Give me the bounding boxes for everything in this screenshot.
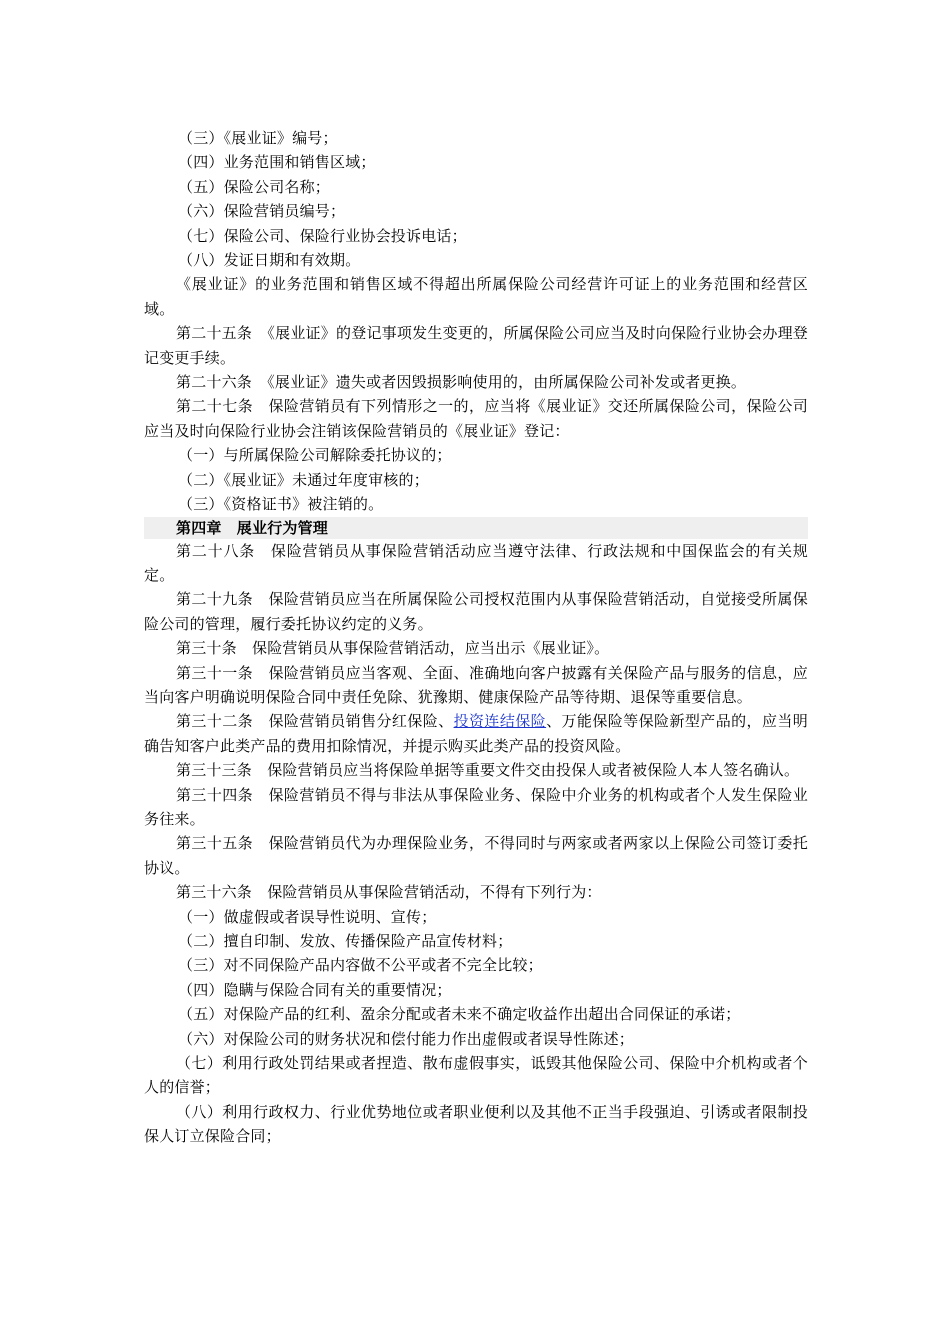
list-item: （四）业务范围和销售区域； (178, 153, 376, 172)
article-26: 第二十六条 《展业证》遗失或者因毁损影响使用的，由所属保险公司补发或者更换。 (176, 373, 747, 392)
list-item: （三）《资格证书》被注销的。 (178, 495, 384, 514)
article-35: 第三十五条 保险营销员代为办理保险业务，不得同时与两家或者两家以上保险公司签订委托协议。 (144, 834, 808, 877)
list-item: （二）《展业证》未通过年度审核的； (178, 470, 429, 489)
article-28: 第二十八条 保险营销员从事保险营销活动应当遵守法律、行政法规和中国保监会的有关规定。 (144, 541, 808, 584)
list-item: （八）发证日期和有效期。 (178, 251, 361, 270)
list-item: （七）保险公司、保险行业协会投诉电话； (178, 226, 467, 245)
article-29: 第二十九条 保险营销员应当在所属保险公司授权范围内从事保险营销活动，自觉接受所属保险公司的管理，履行委托协议约定的义务。 (144, 590, 808, 633)
document-page (144, 126, 808, 1149)
article-33: 第三十三条 保险营销员应当将保险单据等重要文件交由投保人或者被保险人本人签名确认。 (176, 761, 800, 780)
article-36: 第三十六条 保险营销员从事保险营销活动，不得有下列行为： (176, 883, 602, 902)
investment-linked-insurance-link[interactable]: 投资连结保险 (453, 712, 547, 731)
article-32 (144, 709, 808, 758)
paragraph: 《展业证》的业务范围和销售区域不得超出所属保险公司经营许可证上的业务范围和经营区域。 (144, 275, 808, 318)
list-item: （三）对不同保险产品内容做不公平或者不完全比较； (178, 956, 543, 975)
article-32-after: 、万能保险等保险新型产品的，应当明确告知客户此类产品的费用扣除情况，并提示购买此类产品的投资风险。 (144, 712, 809, 755)
article-30: 第三十条 保险营销员从事保险营销活动，应当出示《展业证》。 (176, 639, 610, 658)
article-31: 第三十一条 保险营销员应当客观、全面、准确地向客户披露有关保险产品与服务的信息，应当向客户明确说明保险合同中责任免除、犹豫期、健康保险产品等待期、退保等重要信息。 (144, 663, 808, 706)
article-32-before: 第三十二条 保险营销员销售分红保险、 (176, 712, 454, 731)
list-item: （五）对保险产品的红利、盈余分配或者未来不确定收益作出超出合同保证的承诺； (178, 1005, 741, 1024)
list-item: （二）擅自印制、发放、传播保险产品宣传材料； (178, 932, 513, 950)
article-34: 第三十四条 保险营销员不得与非法从事保险业务、保险中介业务的机构或者个人发生保险业务往来。 (144, 785, 808, 828)
article-25: 第二十五条 《展业证》的登记事项发生变更的，所属保险公司应当及时向保险行业协会办理登记变更手续。 (144, 324, 808, 367)
chapter-heading: 第四章 展业行为管理 (144, 517, 808, 539)
list-item: （七）利用行政处罚结果或者捏造、散布虚假事实，诋毁其他保险公司、保险中介机构或者个人的信誉； (144, 1054, 808, 1097)
list-item: （一）与所属保险公司解除委托协议的； (178, 446, 452, 465)
list-item: （六）保险营销员编号； (178, 202, 346, 221)
list-item: （四）隐瞒与保险合同有关的重要情况； (178, 980, 452, 999)
list-item: （五）保险公司名称； (178, 177, 331, 196)
article-27: 第二十七条 保险营销员有下列情形之一的，应当将《展业证》交还所属保险公司，保险公司应当及时向保险行业协会注销该保险营销员的《展业证》登记： (144, 397, 808, 440)
list-item: （三）《展业证》编号； (178, 129, 338, 147)
list-item: （一）做虚假或者误导性说明、宣传； (178, 907, 437, 926)
list-item: （六）对保险公司的财务状况和偿付能力作出虚假或者误导性陈述； (178, 1029, 635, 1048)
list-item: （八）利用行政权力、行业优势地位或者职业便利以及其他不正当手段强迫、引诱或者限制投保人订立保险合同； (144, 1102, 808, 1146)
